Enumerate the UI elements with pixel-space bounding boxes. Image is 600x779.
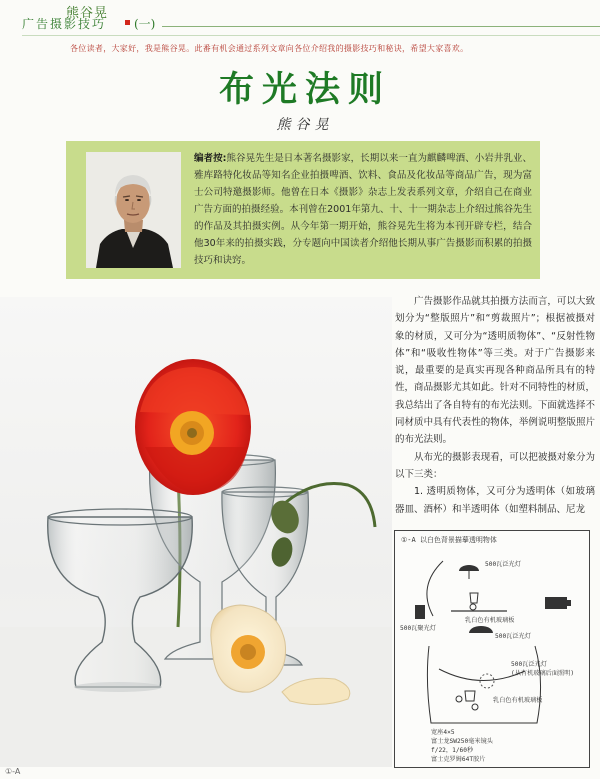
editor-note-box <box>66 141 540 279</box>
article-text <box>395 293 595 518</box>
series-mark <box>125 20 130 25</box>
editor-note-body: 熊谷晃先生是日本著名摄影家，长期以来一直为麒麟啤酒、小岩井乳业、雅库路特化妆品等知名企业拍摄啤酒、饮料、食品及化妆品等商品广告，现为富士公司特邀摄影师。他曾在日本《摄影》杂志上发表系列文章，介绍自己在商业广告方面的拍摄经验。本刊曾在2001年第九、十、十一期杂志上介绍过熊谷先生的作品及其拍摄实例。从今年第一期开始，熊谷晃先生将为本刊开辟专栏，结合他30年来的拍摄实践，分专题向中国读者介绍他长期从事广告摄影而积累的拍摄技巧和诀窍。 <box>194 153 532 266</box>
author-tag: 熊谷晃 <box>66 6 109 21</box>
diagram-title: ①-A 以白色背景描摹透明物体 <box>401 536 497 544</box>
page-number: ①-A <box>5 767 21 776</box>
series-number: (一) <box>134 17 156 31</box>
article-paragraph-3: 1. 透明质物体，又可分为透明体（如玻璃器皿、酒杯）和半透明体（如塑料制品、尼龙 <box>395 486 595 515</box>
diagram-film: 富士克罗姆64T胶片 <box>431 756 486 763</box>
diagram-lens: 富士龙SW250毫米镜头 <box>431 738 493 745</box>
diagram-light-right: 500瓦泛光灯 <box>511 661 547 668</box>
diagram-light-right-note: (从有机玻璃后面照明) <box>511 670 575 677</box>
diagram-camera: 宽座4×5 <box>431 729 455 736</box>
byline: 熊谷晃 <box>276 117 334 133</box>
author-portrait <box>86 152 181 268</box>
lighting-diagram <box>394 530 590 768</box>
page-header <box>0 0 600 36</box>
editor-note-text <box>194 150 532 269</box>
diagram-exposure: f/22，1/60秒 <box>431 747 474 754</box>
series-title: 广告摄影技巧 <box>22 17 107 31</box>
header-rule <box>162 26 600 27</box>
intro-line: 各位读者，大家好，我是熊谷晃。此番有机会通过系列文章向各位介绍我的摄影技巧和秘诀，希望大家喜欢。 <box>70 44 469 53</box>
series-line <box>22 15 600 31</box>
glassware-poppy-illustration <box>0 297 392 767</box>
diagram-light-left: 500瓦聚光灯 <box>400 625 436 632</box>
diagram-board-bottom: 乳白色有机玻璃板 <box>493 697 543 704</box>
article-paragraph-1: 广告摄影作品就其拍摄方法而言，可以大致划分为“整版照片”和“剪裁照片”；根据被摄对象的材质，又可分为“透明质物体”、“反射性物体”和“吸收性物体”等三类。对于广告摄影来说，最重要的是真实再现各种商品所具有的特性，商品摄影尤其如此。针对不同特性的材质，我总结出了各自特有的布光法则。下面就选择不同材质中具有代表性的物体，举例说明整版照片的布光法则。 <box>395 296 595 446</box>
portrait-illustration <box>86 152 181 268</box>
diagram-board-top: 乳白色有机玻璃板 <box>465 617 515 624</box>
product-photo <box>0 297 392 767</box>
editor-note-label: 编者按: <box>194 153 227 164</box>
main-title: 布光法则 <box>218 69 391 110</box>
article-paragraph-2: 从布光的摄影表现看，可以把被摄对象分为以下三类： <box>395 451 595 480</box>
header-underline <box>22 35 600 36</box>
diagram-light-mid: 500瓦泛光灯 <box>495 633 531 640</box>
diagram-light-top: 500瓦泛光灯 <box>485 561 521 568</box>
red-poppy <box>135 359 251 495</box>
